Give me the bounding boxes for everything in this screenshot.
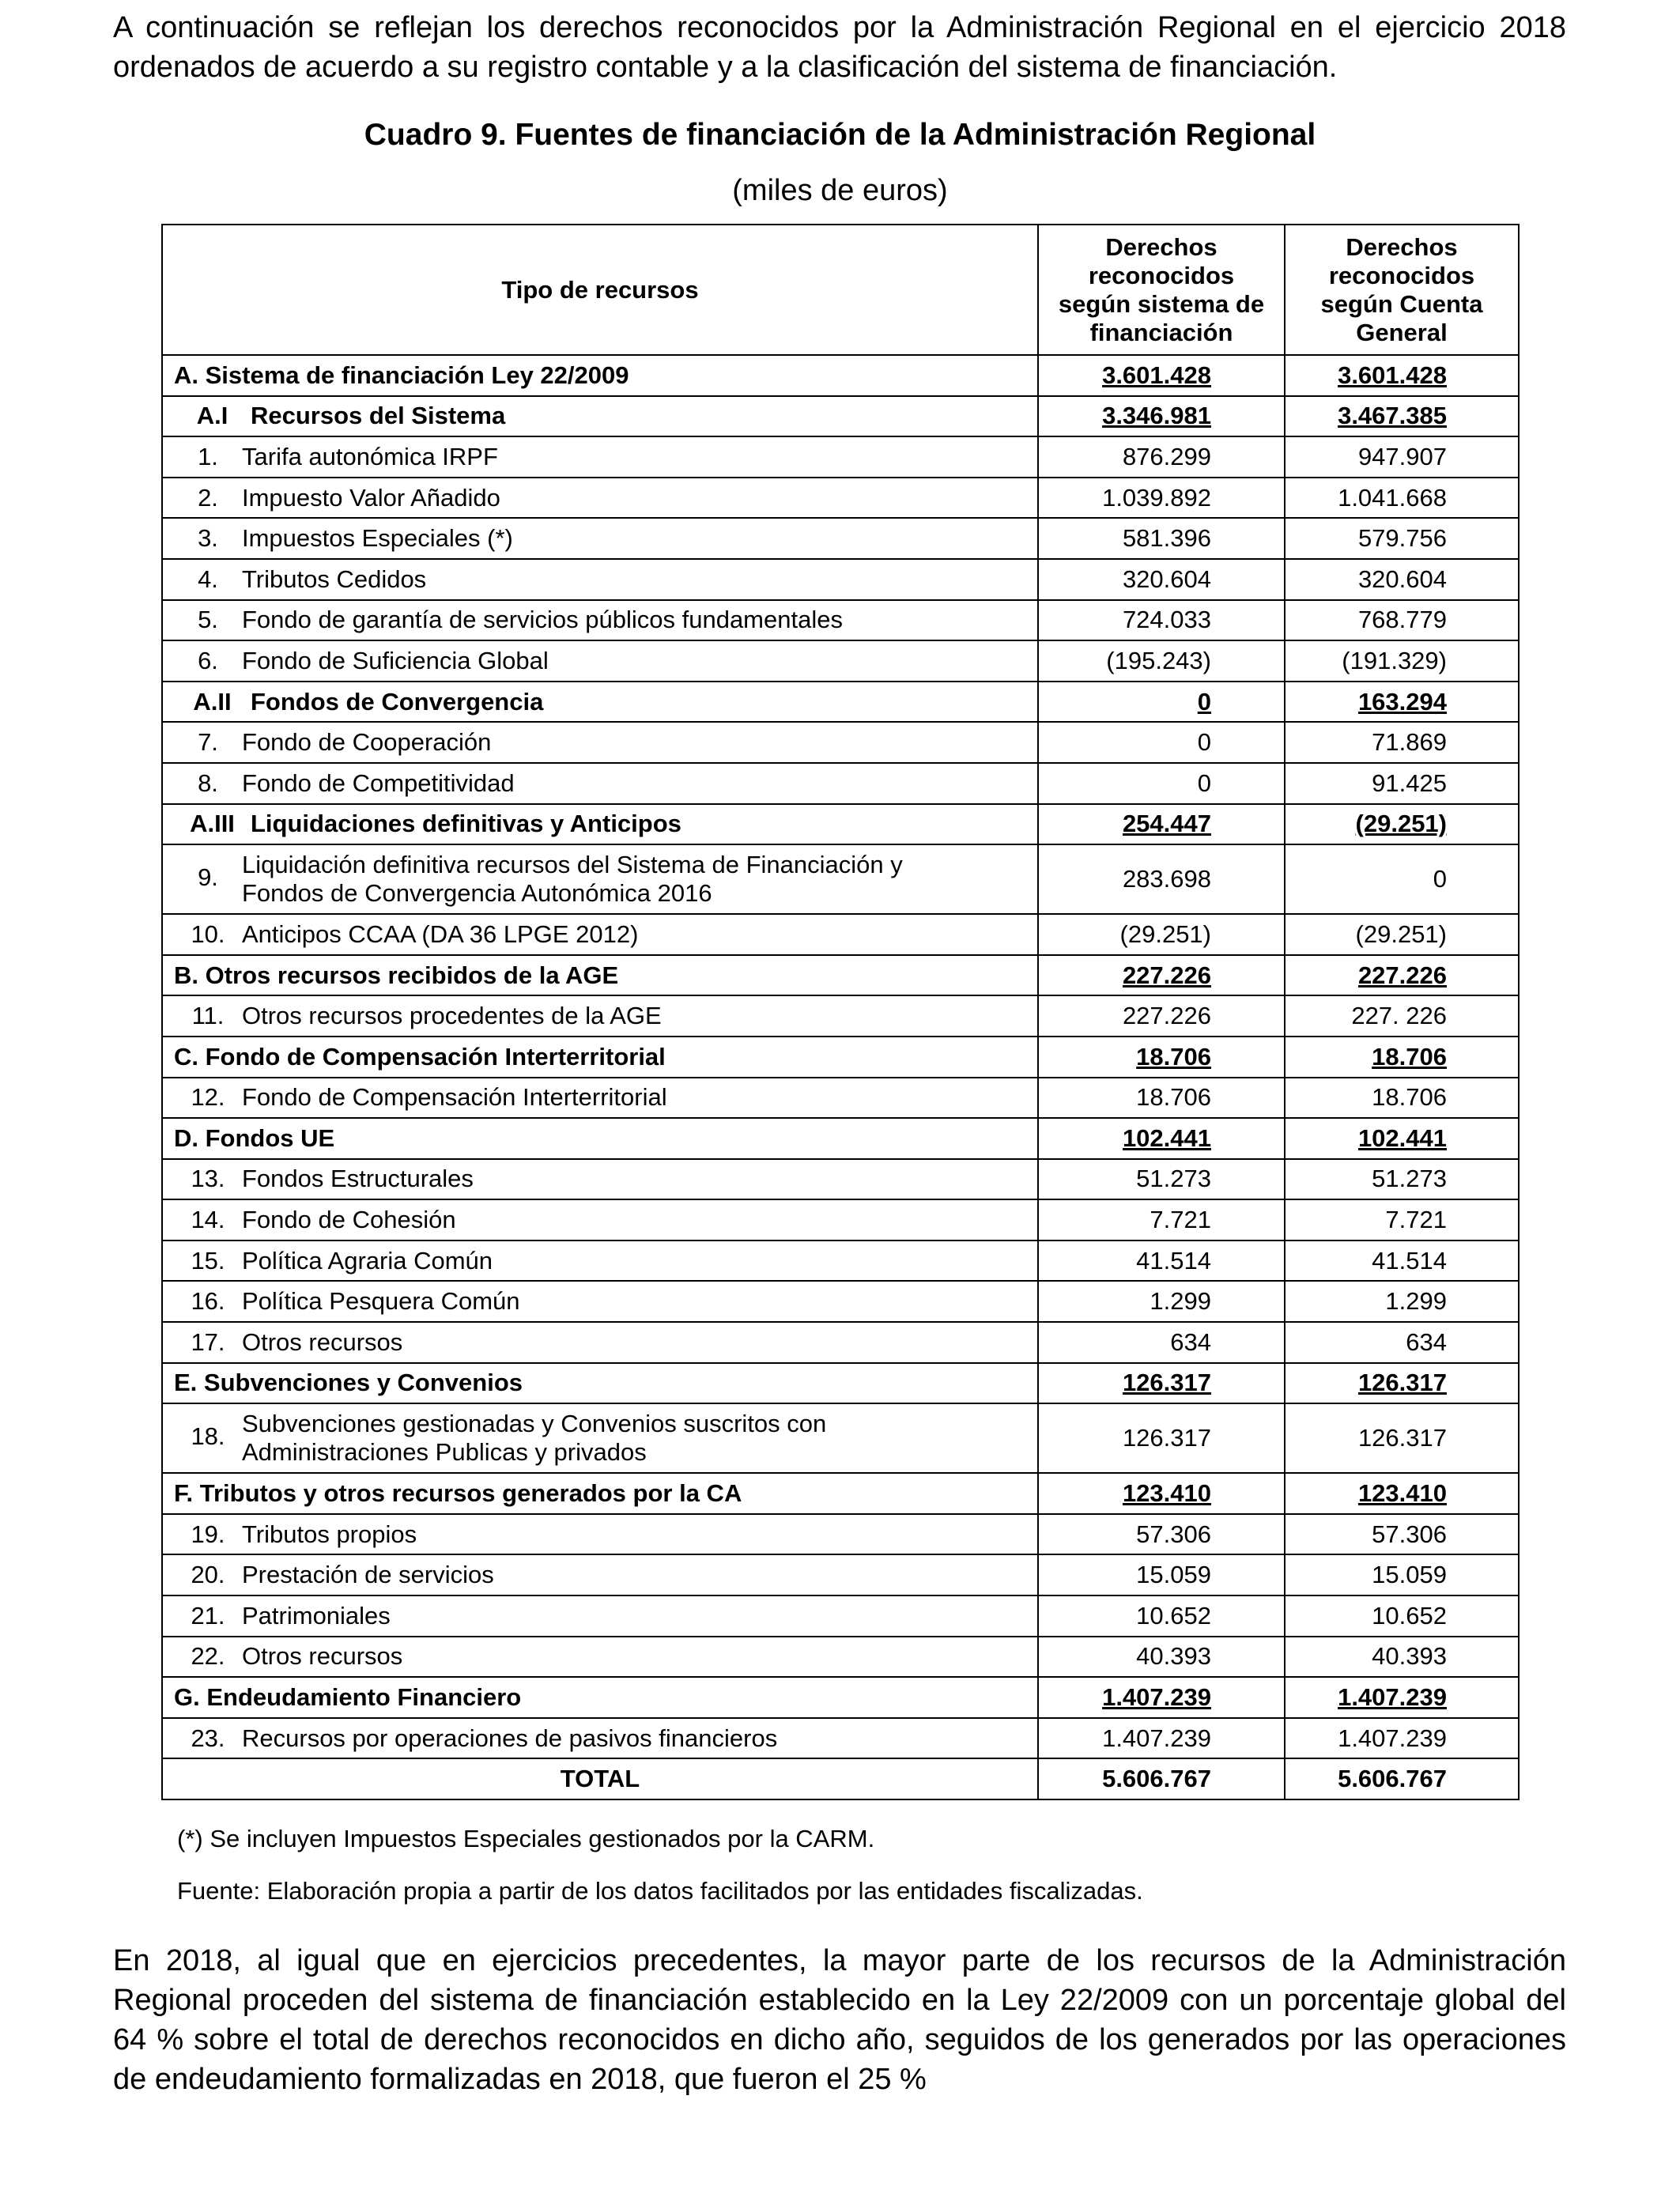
resource-type-cell [162,396,1038,437]
item-label: Política Pesquera Común [242,1287,520,1316]
footnote-special-taxes: (*) Se incluyen Impuestos Especiales gestionados por la CARM. [177,1825,875,1852]
value-financing-system: (195.243) [1038,640,1285,682]
item-label-line-1: Subvenciones gestionadas y Convenios suscritos con [242,1410,827,1438]
source-note: Fuente: Elaboración propia a partir de los datos facilitados por las entidades fiscalizadas. [177,1877,1143,1905]
value-financing-system: 41.514 [1038,1240,1285,1282]
value-general-account: 40.393 [1285,1637,1519,1678]
value-financing-system: 320.604 [1038,559,1285,600]
value-financing-system: 227.226 [1038,955,1285,996]
table-row [162,722,1519,763]
resource-type-cell [162,478,1038,519]
value-financing-system: 123.410 [1038,1473,1285,1514]
value-financing-system: 724.033 [1038,600,1285,641]
item-label: Política Agraria Común [242,1246,493,1274]
table-row [162,1718,1519,1759]
subsection-label: Liquidaciones definitivas y Anticipos [251,810,681,838]
intro-paragraph: A continuación se reflejan los derechos reconocidos por la Administración Regional en el ejercicio 2018 ordenados de acuerdo a su registro contable y a la clasificación del sistema de financiación. [113,11,1566,84]
value-general-account: 123.410 [1285,1473,1519,1514]
table-section-row [162,1037,1519,1078]
item-label: Patrimoniales [242,1601,391,1629]
value-general-account: 3.467.385 [1285,396,1519,437]
item-number: 18. [191,1422,225,1451]
item-label: Tributos Cedidos [242,565,427,593]
table-row [162,1240,1519,1282]
item-number: 4. [198,565,218,593]
item-label: Otros recursos procedentes de la AGE [242,1002,662,1030]
table-row [162,1322,1519,1363]
value-financing-system: 126.317 [1038,1403,1285,1473]
item-number: 1. [198,442,218,470]
value-general-account: 3.601.428 [1285,355,1519,396]
value-financing-system: 0 [1038,682,1285,723]
financing-sources-table [161,224,1520,1800]
table-section-row [162,1363,1519,1404]
value-general-account: 18.706 [1285,1037,1519,1078]
section-label: E. Subvenciones y Convenios [174,1369,523,1397]
total-financing-system: 5.606.767 [1038,1758,1285,1799]
value-general-account: 57.306 [1285,1514,1519,1555]
item-label-line-1: Liquidación definitiva recursos del Sistema de Financiación y [242,851,903,879]
item-label: Recursos por operaciones de pasivos financieros [242,1724,778,1752]
table-section-row [162,1118,1519,1159]
value-general-account: 0 [1285,844,1519,914]
item-label: Fondo de Cohesión [242,1206,456,1234]
item-number: 19. [191,1520,225,1548]
value-general-account: 7.721 [1285,1199,1519,1240]
value-general-account: 102.441 [1285,1118,1519,1159]
resource-type-cell [162,1281,1038,1322]
item-number: 12. [191,1083,225,1112]
item-label-multiline [242,851,903,908]
section-label: A. Sistema de financiación Ley 22/2009 [174,361,629,389]
value-general-account: 1.299 [1285,1281,1519,1322]
value-financing-system: 10.652 [1038,1595,1285,1637]
item-label-line-2: Administraciones Publicas y privados [242,1438,647,1467]
resource-type-cell [162,1637,1038,1678]
resource-type-cell [162,640,1038,682]
item-number: 9. [198,863,218,892]
value-general-account: 579.756 [1285,518,1519,559]
value-general-account: 126.317 [1285,1403,1519,1473]
value-general-account: 41.514 [1285,1240,1519,1282]
value-financing-system: 0 [1038,722,1285,763]
table-row [162,559,1519,600]
value-financing-system: 227.226 [1038,995,1285,1037]
value-general-account: 91.425 [1285,763,1519,804]
value-general-account: 320.604 [1285,559,1519,600]
item-number: 2. [198,483,218,512]
resource-type-cell [162,1677,1038,1718]
item-label: Impuestos Especiales (*) [242,524,513,553]
resource-type-cell [162,1118,1038,1159]
item-label: Tarifa autonómica IRPF [242,442,498,470]
item-number: 7. [198,728,218,757]
table-row [162,1281,1519,1322]
resource-type-cell [162,1595,1038,1637]
subsection-label: Recursos del Sistema [251,402,506,430]
table-section-row [162,955,1519,996]
table-section-row [162,1473,1519,1514]
table-row [162,1595,1519,1637]
resource-type-cell [162,763,1038,804]
item-number: 21. [191,1601,225,1629]
item-number: 22. [191,1642,225,1671]
resource-type-cell [162,995,1038,1037]
item-label: Fondo de Compensación Interterritorial [242,1083,667,1112]
item-number: 3. [198,524,218,553]
item-label: Fondo de garantía de servicios públicos fundamentales [242,606,843,634]
value-financing-system: 51.273 [1038,1159,1285,1200]
value-general-account: 227.226 [1285,955,1519,996]
resource-type-cell [162,1514,1038,1555]
item-label: Otros recursos [242,1327,403,1356]
value-financing-system: 3.601.428 [1038,355,1285,396]
resource-type-cell [162,682,1038,723]
item-number: 17. [191,1327,225,1356]
resource-type-cell [162,844,1038,914]
section-label: F. Tributos y otros recursos generados por la CA [174,1479,742,1508]
resource-type-cell [162,355,1038,396]
resource-type-cell [162,722,1038,763]
resource-type-cell [162,914,1038,955]
item-number: 5. [198,606,218,634]
value-financing-system: 634 [1038,1322,1285,1363]
value-financing-system: 7.721 [1038,1199,1285,1240]
table-row [162,1514,1519,1555]
resource-type-cell [162,1718,1038,1759]
value-financing-system: (29.251) [1038,914,1285,955]
resource-type-cell [162,1240,1038,1282]
table-row [162,763,1519,804]
value-general-account: 126.317 [1285,1363,1519,1404]
section-label: G. Endeudamiento Financiero [174,1683,522,1712]
subsection-label: Fondos de Convergencia [251,687,544,716]
value-general-account: 1.407.239 [1285,1718,1519,1759]
table-row [162,1554,1519,1595]
value-financing-system: 102.441 [1038,1118,1285,1159]
header-rights-general-account: Derechos reconocidos según Cuenta General [1285,225,1519,355]
table-row [162,600,1519,641]
resource-type-cell [162,1078,1038,1119]
subsection-code: A.III [190,810,235,838]
table-subsection-row [162,804,1519,845]
value-financing-system: 1.407.239 [1038,1718,1285,1759]
value-general-account: 634 [1285,1322,1519,1363]
resource-type-cell [162,1159,1038,1200]
header-rights-financing-system: Derechos reconocidos según sistema de financiación [1038,225,1285,355]
value-financing-system: 254.447 [1038,804,1285,845]
resource-type-cell [162,955,1038,996]
value-general-account: (191.329) [1285,640,1519,682]
resource-type-cell [162,1473,1038,1514]
table-row [162,1159,1519,1200]
resource-type-cell [162,518,1038,559]
value-financing-system: 126.317 [1038,1363,1285,1404]
value-financing-system: 876.299 [1038,436,1285,478]
value-general-account: 18.706 [1285,1078,1519,1119]
resource-type-cell [162,804,1038,845]
item-label: Fondo de Cooperación [242,728,492,757]
item-number: 20. [191,1561,225,1589]
item-number: 10. [191,920,225,948]
value-general-account: 227. 226 [1285,995,1519,1037]
value-financing-system: 18.706 [1038,1037,1285,1078]
closing-paragraph: En 2018, al igual que en ejercicios precedentes, la mayor parte de los recursos de la Administración Regional proceden del sistema de financiación establecido en la Ley 22/2009 con un porcentaje global del 64 % sobre el total de derechos reconocidos en dicho año, seguidos de los generados por las operaciones de endeudamiento formalizadas en 2018, que fueron el 25 % [113,1944,1566,2096]
value-financing-system: 1.407.239 [1038,1677,1285,1718]
section-label: C. Fondo de Compensación Interterritorial [174,1042,666,1071]
item-label-multiline [242,1410,826,1467]
value-financing-system: 0 [1038,763,1285,804]
resource-type-cell [162,1554,1038,1595]
item-number: 23. [191,1724,225,1752]
resource-type-cell [162,600,1038,641]
resource-type-cell [162,1403,1038,1473]
resource-type-cell [162,1322,1038,1363]
value-general-account: (29.251) [1285,914,1519,955]
item-label: Tributos propios [242,1520,417,1548]
table-row [162,1078,1519,1119]
item-label: Fondo de Competitividad [242,768,515,797]
value-financing-system: 581.396 [1038,518,1285,559]
value-general-account: (29.251) [1285,804,1519,845]
table-row [162,844,1519,914]
table-row [162,1403,1519,1473]
item-label: Anticipos CCAA (DA 36 LPGE 2012) [242,920,639,948]
table-subsection-row [162,396,1519,437]
header-resource-type: Tipo de recursos [162,225,1038,355]
value-general-account: 15.059 [1285,1554,1519,1595]
value-general-account: 10.652 [1285,1595,1519,1637]
value-general-account: 1.041.668 [1285,478,1519,519]
section-label: B. Otros recursos recibidos de la AGE [174,961,619,989]
total-label: TOTAL [162,1758,1038,1799]
item-label: Fondos Estructurales [242,1165,474,1193]
table-header-row [162,225,1519,355]
table-row [162,518,1519,559]
value-general-account: 768.779 [1285,600,1519,641]
table-subsection-row [162,682,1519,723]
value-general-account: 163.294 [1285,682,1519,723]
section-label: D. Fondos UE [174,1123,335,1152]
item-label: Otros recursos [242,1642,403,1671]
value-financing-system: 18.706 [1038,1078,1285,1119]
value-financing-system: 1.299 [1038,1281,1285,1322]
item-number: 6. [198,646,218,674]
resource-type-cell [162,436,1038,478]
table-row [162,914,1519,955]
item-label: Impuesto Valor Añadido [242,483,500,512]
subsection-code: A.I [196,402,228,430]
value-general-account: 947.907 [1285,436,1519,478]
item-number: 14. [191,1206,225,1234]
value-financing-system: 40.393 [1038,1637,1285,1678]
value-financing-system: 3.346.981 [1038,396,1285,437]
table-total-row [162,1758,1519,1799]
item-number: 11. [191,1002,225,1030]
table-row [162,436,1519,478]
table-section-row [162,355,1519,396]
resource-type-cell [162,1199,1038,1240]
subsection-code: A.II [193,687,232,716]
value-financing-system: 15.059 [1038,1554,1285,1595]
item-number: 13. [191,1165,225,1193]
item-label: Prestación de servicios [242,1561,494,1589]
table-section-row [162,1677,1519,1718]
resource-type-cell [162,1363,1038,1404]
resource-type-cell [162,1037,1038,1078]
value-financing-system: 57.306 [1038,1514,1285,1555]
item-label-line-2: Fondos de Convergencia Autonómica 2016 [242,879,712,908]
table-row [162,478,1519,519]
table-row [162,640,1519,682]
table-subtitle: (miles de euros) [732,174,948,207]
value-general-account: 71.869 [1285,722,1519,763]
item-number: 15. [191,1246,225,1274]
value-general-account: 51.273 [1285,1159,1519,1200]
value-financing-system: 1.039.892 [1038,478,1285,519]
resource-type-cell [162,559,1038,600]
table-row [162,1637,1519,1678]
table-title: Cuadro 9. Fuentes de financiación de la Administración Regional [364,118,1316,152]
total-general-account: 5.606.767 [1285,1758,1519,1799]
item-number: 8. [198,768,218,797]
item-number: 16. [191,1287,225,1316]
value-financing-system: 283.698 [1038,844,1285,914]
table-row [162,1199,1519,1240]
value-general-account: 1.407.239 [1285,1677,1519,1718]
item-label: Fondo de Suficiencia Global [242,646,549,674]
table-row [162,995,1519,1037]
